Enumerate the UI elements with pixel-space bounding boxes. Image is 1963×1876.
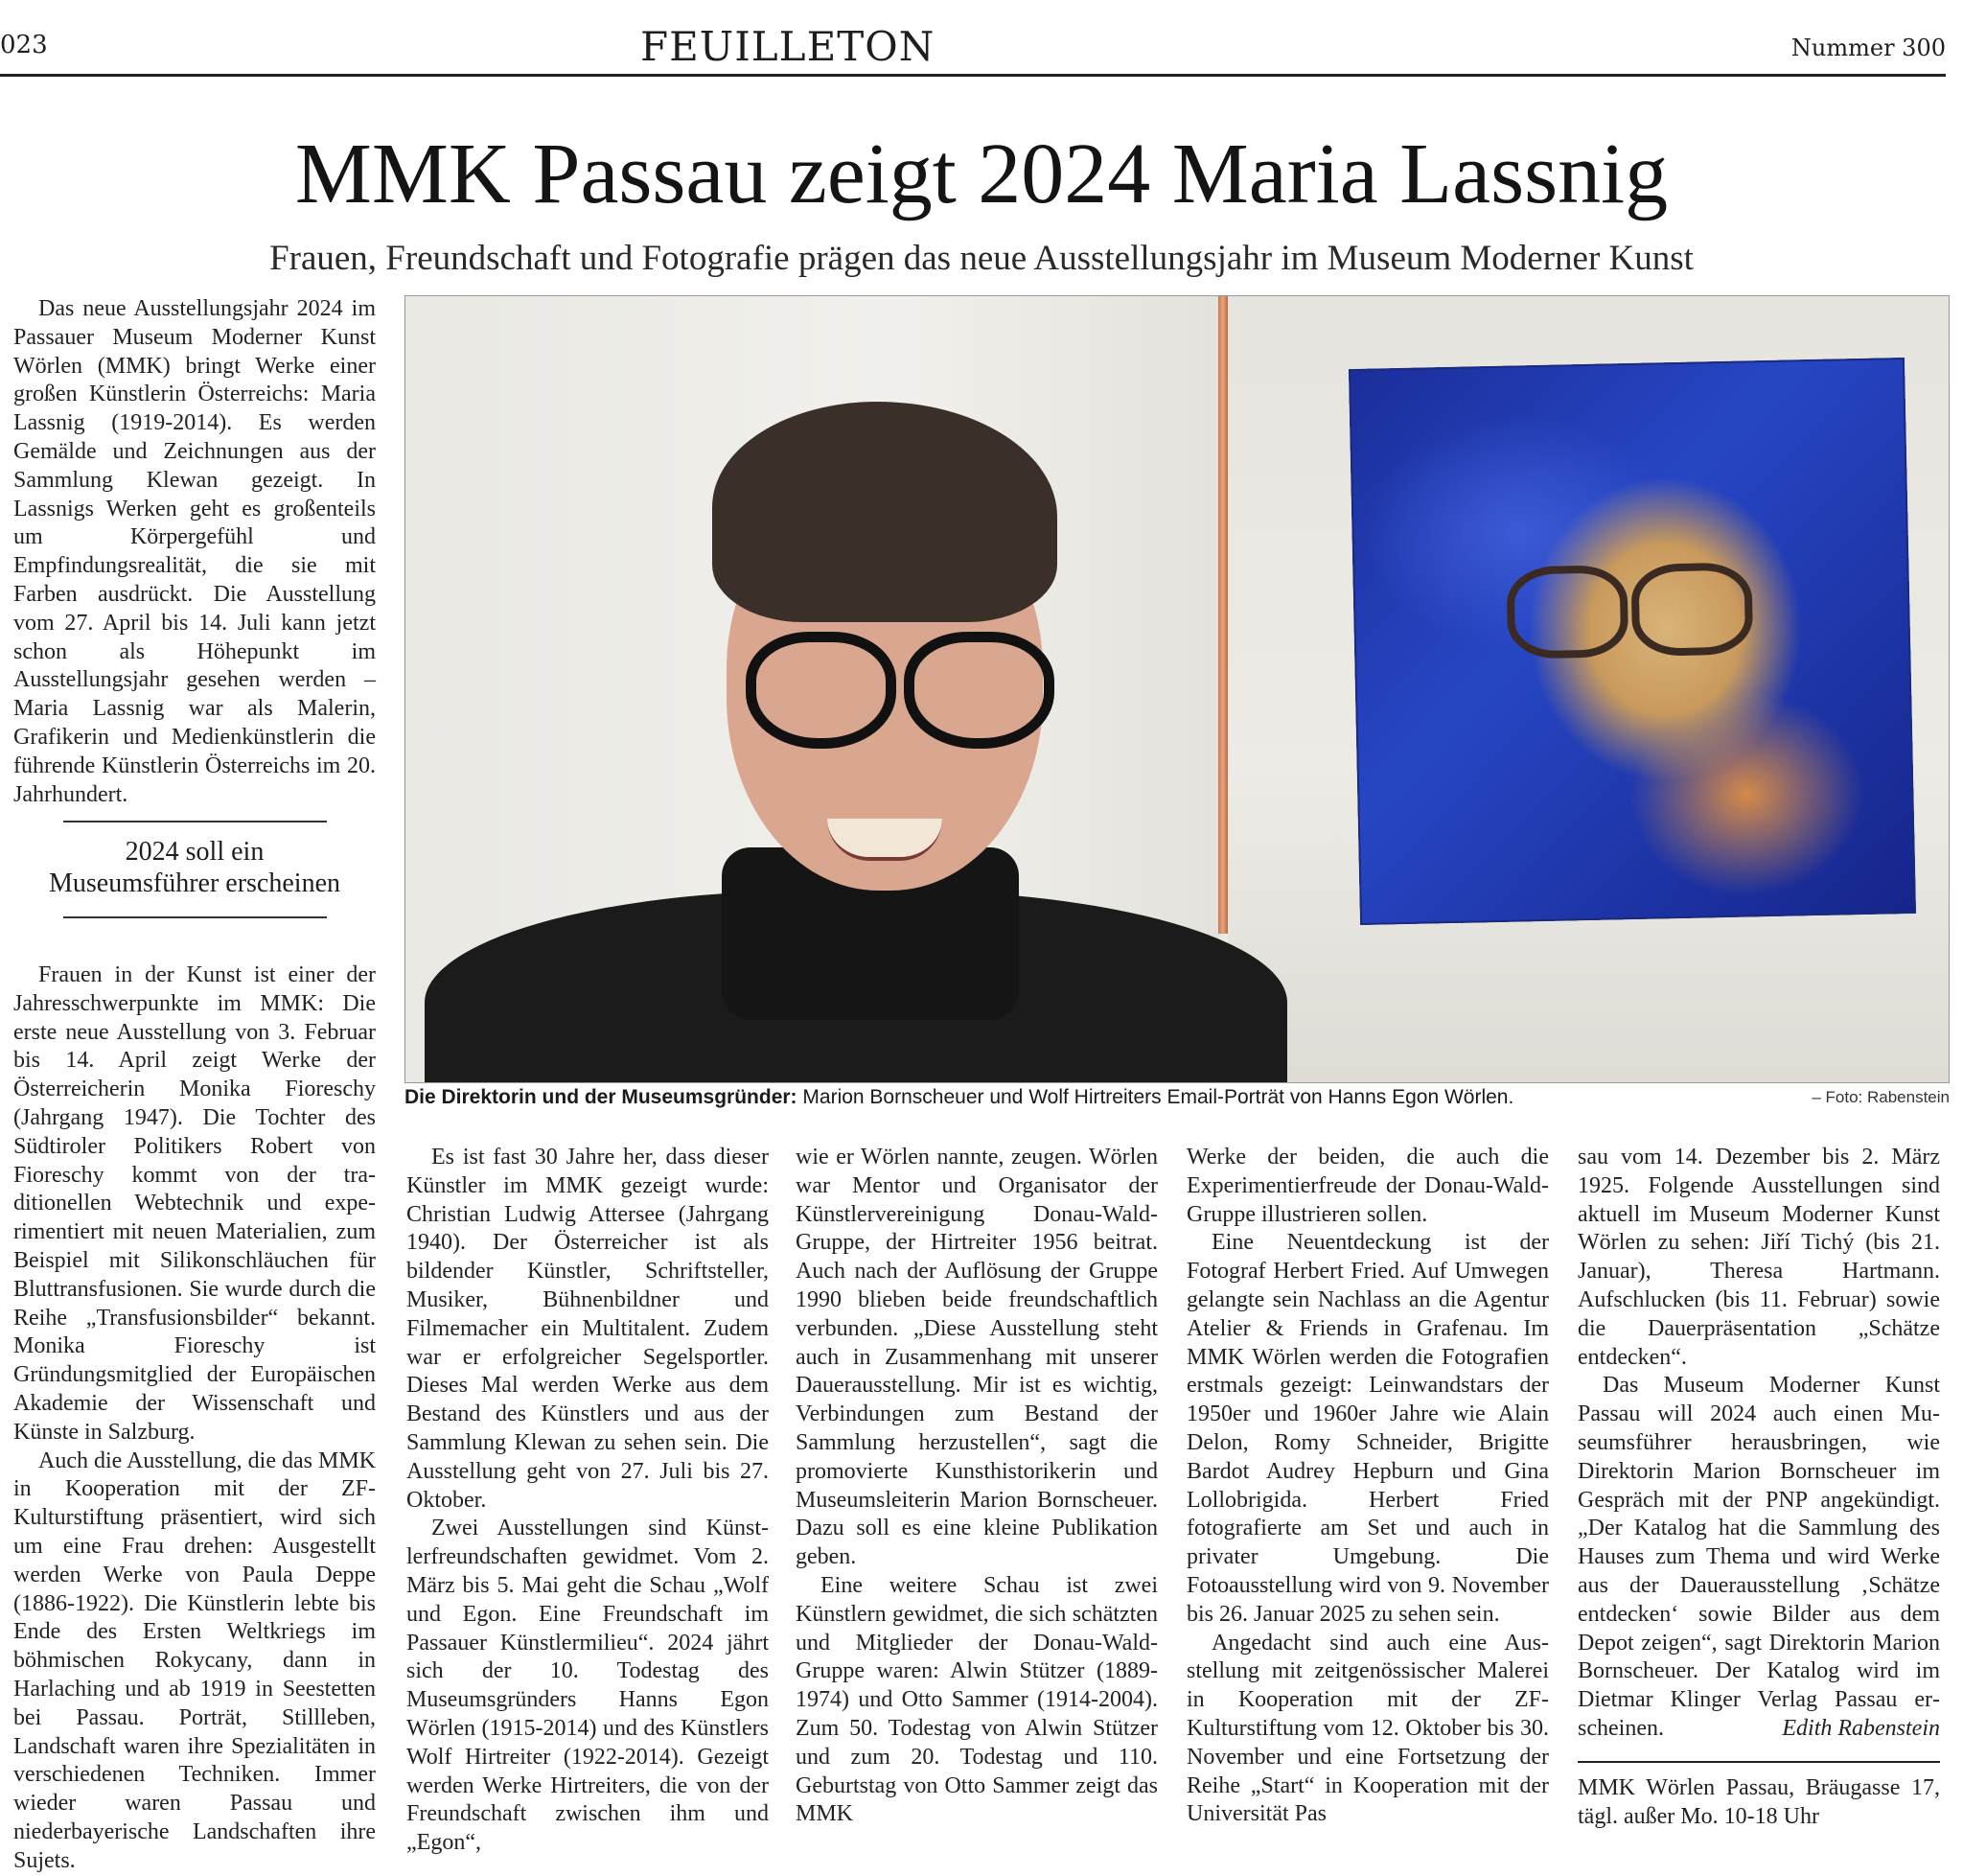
paragraph: Das Museum Moderner Kunst Passau will 2024 auch einen Museumsführer herausbringen, wie Direktorin Marion Bornscheuer im Gespräch mit der PNP angekündigt. „Der Katalog hat die Sammlung des Hauses zum Thema und wird Werke aus der Dauerausstellung ‚Schätze entdecken‘ sowie Bilder aus dem Depot zeigen“, sagt Direktorin Marion Bornscheuer. Der Katalog wird im Dietmar Klinger Verlag Passau erscheinen. Edith Rabenstein bbox=[1578, 1372, 1940, 1743]
article-column-2 bbox=[406, 1144, 769, 1858]
paragraph: Zwei Ausstellungen sind Künstlerfreundschaften gewidmet. Vom 2. März bis 5. Mai geht die Schau „Wolf und Egon. Eine Freundschaft im Passauer Künstlermilieu“. 2024 jährt sich der 10. Todestag des Museumsgründers Hanns Egon Wörlen (1915-2014) und des Künstlers Wolf Hirtreiter (1922-2014). Gezeigt werden Werke Hirtreiters, die von der Freundschaft zwischen ihm und „Egon“, bbox=[406, 1516, 769, 1856]
paragraph: Angedacht sind auch eine Ausstellung mit zeitgenössischer Malerei in Kooperation mit der ZF-Kulturstiftung vom 12. Oktober bis 30. November und eine Fortsetzung der Reihe „Start“ in Kooperation mit der Universität Pas bbox=[1187, 1630, 1549, 1827]
article-column-5 bbox=[1578, 1144, 1940, 1831]
section-title: FEUILLETON bbox=[640, 23, 935, 70]
issue-number: Nummer 300 bbox=[1790, 35, 1946, 61]
author-byline: Edith Rabenstein bbox=[1782, 1715, 1940, 1741]
article-column-3 bbox=[796, 1144, 1158, 1829]
masthead bbox=[0, 0, 1946, 77]
paragraph: sau vom 14. Dezember bis 2. März 1925. Folgende Ausstellungen sind aktuell im Museum Moderner Kunst Wörlen zu sehen: Jiří Tichý (bis 21. Januar), Theresa Hartmann. Aufschlucken (bis 11. Februar) sowie die Dauerpräsentation „Schätze entdecken“. bbox=[1578, 1145, 1940, 1370]
article-column-1-continued bbox=[13, 961, 376, 1876]
intermediate-heading-line-1: 2024 soll ein bbox=[125, 837, 265, 867]
museum-info-box: MMK Wörlen Passau, Bräugasse 17, tägl. außer Mo. 10-18 Uhr bbox=[1578, 1774, 1940, 1829]
caption-lead: Die Direktorin und der Museumsgründer: bbox=[404, 1086, 797, 1108]
paragraph: Eine weitere Schau ist zwei Künstlern gewidmet, die sich schätzten und Mitglieder der Donau-Wald-Gruppe waren: Alwin Stützer (1889-1974) und Otto Sammer (1914-2004). Zum 50. Todestag von Alwin Stützer und zum 20. Todestag und 110. Geburtstag von Otto Sammer zeigt das MMK bbox=[796, 1572, 1158, 1827]
paragraph: Es ist fast 30 Jahre her, dass dieser Künstler im MMK gezeigt wurde: Christian Ludwig Attersee (Jahrgang 1940). Der Österreicher ist als bildender Künstler, Schriftsteller, Musiker, Bühnenbildner und Filmemacher ein Multitalent. Zudem war er erfolgreicher Segelsportler. Dieses Mal werden Werke aus dem Bestand des Künstlers und aus der Sammlung Klewan zu sehen sein. Die Ausstellung geht von 27. Juli bis 27. Oktober. bbox=[406, 1145, 769, 1513]
paragraph: Frauen in der Kunst ist einer der Jahresschwerpunkte im MMK: Die erste neue Ausstellung von 3. Februar bis 14. April zeigt Werke der Österreicherin Monika Fioreschy (Jahrgang 1947). Die Tochter des Südtiroler Politikers Robert von Fioreschy kommt von der traditionellen Webtechnik und experimentiert mit neuen Materialien, zum Beispiel mit Silikonschläuchen für Bluttransfusionen. Sie wurde durch die Reihe „Transfusionsbilder“ bekannt. Monika Fioreschy ist Gründungsmitglied der Europäischen Akademie der Wissenschaft und Künste in Salzburg. bbox=[13, 962, 376, 1445]
paragraph: wie er Wörlen nannte, zeugen. Wörlen war Mentor und Organisator der Künstlervereinigung Donau-Wald-Gruppe, der Hirtreiter 1956 beitrat. Auch nach der Auflösung der Gruppe 1990 blieben beide freundschaftlich verbunden. „Diese Ausstellung steht auch in Zusammenhang mit unserer Dauerausstellung. Mir ist es wichtig, Verbindungen zum Bestand der Sammlung herzustellen“, sagt die promovierte Kunsthistorikerin und Museumsleiterin Marion Bornscheuer. Dazu soll es eine kleine Publikation geben. bbox=[796, 1145, 1158, 1570]
photo-credit: – Foto: Rabenstein bbox=[1812, 1088, 1950, 1106]
article-column-4 bbox=[1187, 1144, 1549, 1829]
masthead-rule bbox=[0, 74, 1946, 77]
masthead-date-fragment: 023 bbox=[0, 31, 48, 59]
photo-caption bbox=[404, 1086, 1950, 1115]
paragraph: Eine Neuentdeckung ist der Fotograf Herbert Fried. Auf Umwegen gelangte sein Nachlass an die Agentur Atelier & Friends in Grafenau. Im MMK Wörlen werden die Fotografien erstmals gezeigt: Leinwandstars der 1950er und 1960er Jahre wie Alain Delon, Romy Schneider, Brigitte Bardot Audrey Hepburn und Gina Lollobrigida. Herbert Fried fotografierte am Set und auch in privater Umgebung. Die Fotoausstellung wird von 9. November bis 26. Januar 2025 zu sehen sein. bbox=[1187, 1230, 1549, 1627]
intermediate-heading bbox=[13, 821, 376, 918]
caption-text: Marion Bornscheuer und Wolf Hirtreiters Email-Porträt von Hanns Egon Wörlen. bbox=[797, 1086, 1514, 1108]
paragraph: Werke der beiden, die auch die Experimentierfreude der Donau-Wald-Gruppe illustrieren sollen. bbox=[1187, 1145, 1549, 1227]
article-subheadline: Frauen, Freundschaft und Fotografie prägen das neue Ausstellungsjahr im Museum Moderner Kunst bbox=[269, 239, 1694, 278]
paragraph: Das neue Ausstellungsjahr 2024 im Passauer Museum Moderner Kunst Wörlen (MMK) bringt Werke einer großen Künstlerin Österreichs: Maria Lassnig (1919-2014). Es werden Gemälde und Zeichnungen aus der Sammlung Klewan gezeigt. In Lassnigs Werken geht es großenteils um Körpergefühl und Empfindungsrealität, die sie mit Farben ausdrückt. Die Ausstellung vom 27. April bis 14. Juli kann jetzt schon als Höhepunkt im Ausstellungsjahr gesehen werden – Maria Lassnig war als Malerin, Grafikerin und Medienkünstlerin die führende Künstlerin Österreichs im 20. Jahrhundert. bbox=[13, 296, 376, 807]
article-headline: MMK Passau zeigt 2024 Maria Lassnig bbox=[294, 127, 1669, 221]
article-column-1 bbox=[13, 295, 376, 809]
enamel-portrait-painting bbox=[1349, 358, 1916, 925]
divider bbox=[1578, 1761, 1940, 1763]
photo-subject-director bbox=[405, 296, 1220, 1082]
divider bbox=[63, 916, 327, 918]
paragraph: Auch die Ausstellung, die das MMK in Kooperation mit der ZF-Kulturstiftung präsentiert, wird sich um eine Frau drehen: Ausgestellt werden Werke von Paula Deppe (1886-1922). Die Künstlerin lebte bis Ende des Ersten Weltkriegs im böhmischen Rokycany, dann in Harlaching und ab 1919 in Seestetten bei Passau. Porträt, Stillleben, Landschaft waren ihre Spezialitäten in verschiedenen Techniken. Immer wieder waren Passau und niederbayerische Landschaften ihre Sujets. bbox=[13, 1448, 376, 1873]
intermediate-heading-line-2: Museumsführer erscheinen bbox=[48, 869, 340, 898]
article-photo bbox=[404, 295, 1950, 1083]
